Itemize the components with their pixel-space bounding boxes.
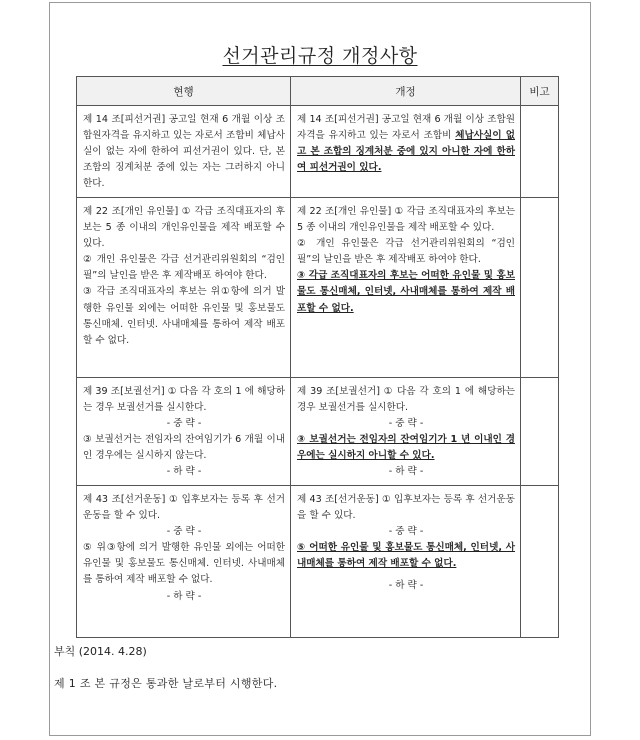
document-page bbox=[49, 2, 591, 736]
row3-revised-change: ③ 보궐선거는 전임자의 잔여임기가 1 년 이내인 경우에는 실시하지 아니할 수 있다. bbox=[297, 434, 515, 462]
table-row bbox=[77, 198, 559, 378]
document-title: 선거관리규정 개정사항 bbox=[222, 45, 418, 67]
table-row bbox=[77, 378, 559, 486]
row3-current: 제 39 조[보궐선거] ① 다음 각 호의 1 에 해당하는 경우 보궐선거를 실시한다. - 중 략 - ③ 보궐선거는 전임자의 잔여임기가 6 개월 이내인 경우에는 실시하지 않는다. - 하 략 - bbox=[77, 378, 291, 486]
row2-current: 제 22 조[개인 유인물] ① 각급 조직대표자의 후보는 5 종 이내의 개인유인물을 제작 배포할 수 있다. ② 개인 유인물은 각급 선거관리위원회의 “검인 필”의 날인을 받은 후 제작배포 하여야 한다. ③ 각급 조직대표자의 후보는 위①항에 의거 발행한 유인물 외에는 어떠한 유인물 및 홍보물도 통신매체. 인터넷. 사내매체를 통하여 제작 배포할 수 없다. bbox=[77, 198, 291, 378]
comparison-table bbox=[76, 76, 559, 638]
row4-revised: 제 43 조[선거운동] ① 입후보자는 등록 후 선거운동을 할 수 있다. - 중 략 - ⑤ 어떠한 유인물 및 홍보물도 통신매체, 인터넷, 사내매체를 통하여 제작 배포할 수 없다. - 하 략 - bbox=[291, 486, 521, 638]
addendum-title: 부칙 (2014. 4.28) bbox=[54, 645, 147, 658]
header-revised: 개정 bbox=[291, 77, 521, 106]
row1-revised: 제 14 조[피선거권] 공고일 현재 6 개월 이상 조합원자격을 유지하고 있는 자로서 조합비 체납사실이 없고 본 조합의 징계처분 중에 있지 아니한 자에 한하여 피선거권이 있다. bbox=[291, 106, 521, 198]
row2-revised: 제 22 조[개인 유인물] ① 각급 조직대표자의 후보는 5 종 이내의 개인유인물을 제작 배포할 수 있다. ② 개인 유인물은 각급 선거관리위원회의 “검인 필”의 날인을 받은 후 제작배포 하여야 한다. ③ 각급 조직대표자의 후보는 어떠한 유인물 및 홍보물도 통신매체, 인터넷, 사내매체를 통하여 제작 배포할 수 없다. bbox=[291, 198, 521, 378]
row4-current: 제 43 조[선거운동] ① 입후보자는 등록 후 선거운동을 할 수 있다. - 중 략 - ⑤ 위③항에 의거 발행한 유인물 외에는 어떠한 유인물 및 홍보물도 통신매체. 인터넷. 사내매체를 통하여 제작 배포할 수 없다. - 하 략 - bbox=[77, 486, 291, 638]
table-row bbox=[77, 106, 559, 198]
row4-note bbox=[521, 486, 559, 638]
row3-note bbox=[521, 378, 559, 486]
row2-revised-change: ③ 각급 조직대표자의 후보는 어떠한 유인물 및 홍보물도 통신매체, 인터넷, 사내매체를 통하여 제작 배포할 수 없다. bbox=[297, 270, 515, 314]
row1-note bbox=[521, 106, 559, 198]
table-row bbox=[77, 486, 559, 638]
header-note: 비고 bbox=[521, 77, 559, 106]
row3-revised: 제 39 조[보궐선거] ① 다음 각 호의 1 에 해당하는 경우 보궐선거를 실시한다. - 중 략 - ③ 보궐선거는 전임자의 잔여임기가 1 년 이내인 경우에는 실시하지 아니할 수 있다. - 하 략 - bbox=[291, 378, 521, 486]
header-current: 현행 bbox=[77, 77, 291, 106]
addendum-text: 제 1 조 본 규정은 통과한 날로부터 시행한다. bbox=[54, 677, 278, 690]
row1-current: 제 14 조[피선거권] 공고일 현재 6 개월 이상 조합원자격을 유지하고 있는 자로서 조합비 체납사실이 없는 자에 한하여 피선거권이 있다. 단, 본 조합의 징계처분 중에 있는 자는 그러하지 아니한다. bbox=[77, 106, 291, 198]
table-header-row bbox=[77, 77, 559, 106]
row4-revised-change: ⑤ 어떠한 유인물 및 홍보물도 통신매체, 인터넷, 사내매체를 통하여 제작 배포할 수 없다. bbox=[297, 542, 515, 570]
row2-note bbox=[521, 198, 559, 378]
row1-revised-change: 체납사실이 없고 본 조합의 징계처분 중에 있지 아니한 자에 한하여 피선거권이 있다. bbox=[297, 130, 515, 174]
